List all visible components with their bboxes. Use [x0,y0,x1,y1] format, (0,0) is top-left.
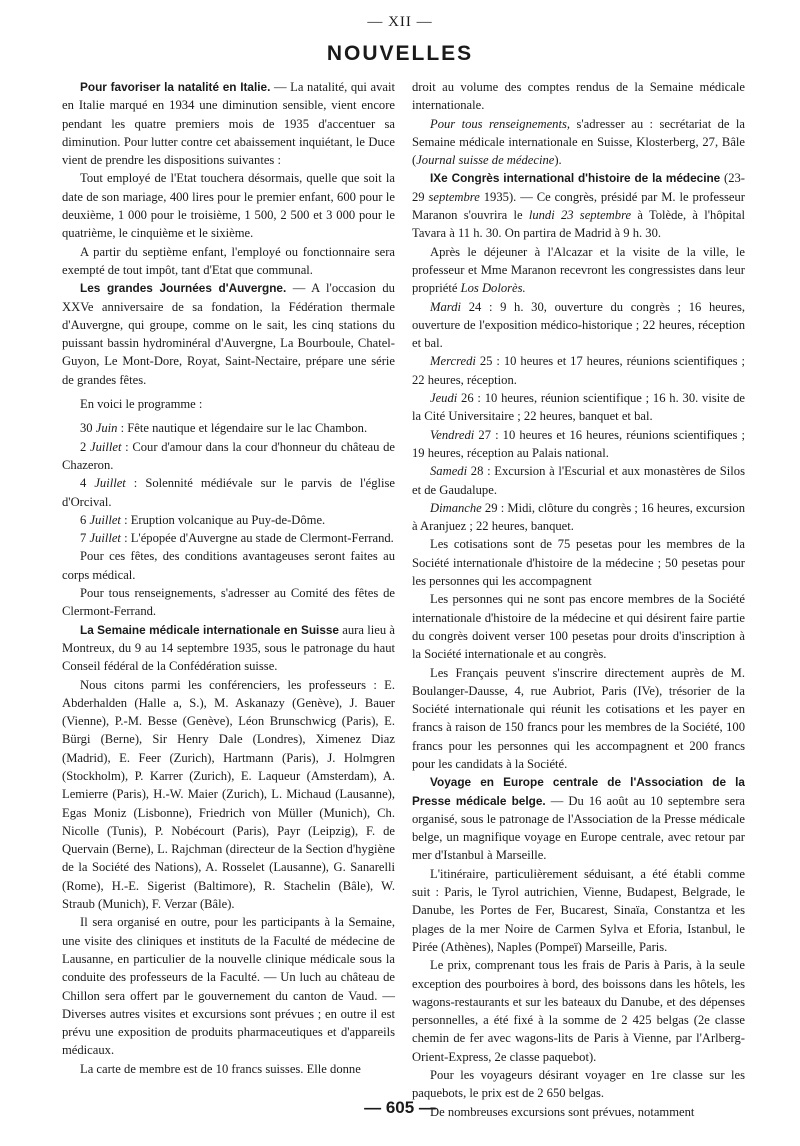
heading-suisse: La Semaine médicale internationale en Suisse [80,622,339,637]
paragraph-prix: Le prix, comprenant tous les frais de Paris à Paris, à la seule exception des pourboires à bord, des boissons dans les hôtels, les wagons-restaurants et sur les bateaux du Danube, et des dépenses personnelles, a été fixé à la somme de 2 425 belgas (2e classe chemin de fer avec wagons-lits de Paris à Vienne, par l'Arlberg-Orient-Express, 2e classe paquebot). [412,958,745,1064]
programme-item: 2 Juillet : Cour d'amour dans la cour d'honneur du château de Chazeron. [62,439,395,472]
paragraph-employe: Tout employé de l'Etat touchera désormais, quelle que soit la date de son mariage, 400 lires pour le premier enfant, 600 pour le deuxième, 1 000 pour le troisième, 1 500, 2 500 et 3 000 pour le quatrième, le cinquième et le sixième. [62,171,395,241]
page-number: — 605 — [364,1098,436,1117]
paragraph-alcazar: Après le déjeuner à l'Alcazar et la visite de la ville, le professeur et Mme Maranon recevront les congressistes dans leur propriété Los Dolorès. [412,244,745,296]
paragraph-auvergne: Les grandes Journées d'Auvergne. — A l'occasion du XXVe anniversaire de sa fondation, la Fédération thermale d'Auvergne, qui groupe, comme on le sait, les cinq stations du puissant bassin hydrominéral d'Auvergne, La Bourboule, Chatel-Guyon, Le Mont-Dore, Royat, Saint-Nectaire, prépare une série de grandes fêtes. [62,281,395,387]
paragraph-excursions: De nombreuses excursions sont prévues, notamment [430,1104,695,1119]
heading-congres: IXe Congrès international d'histoire de la médecine [430,171,721,186]
paragraph-voyage: Voyage en Europe centrale de l'Association de la Presse médicale belge. — Du 16 août au 10 septembre sera organisé, sous le patronage de l'Association de la Presse médicale belge, un magnifique voyage en Europe centrale, avec retour par mer d'Istanbul à Marseille. [412,775,745,863]
schedule-item: Mercredi 25 : 10 heures et 17 heures, réunions scientifiques ; 22 heures, réception. [412,354,745,387]
paragraph-conferenciers: Nous citons parmi les conférenciers, les professeurs : E. Abderhalden (Halle a, S.), M. Askanazy (Genève), J. Bauer (Vienne), P.-M. Besse (Genève), Léon Brunschwicg (Paris), E. Bürgi (Berne), Sir Henry Dale (Londres), Ximenez Diaz (Madrid), E. Feer (Zurich), Hartmann (Paris), J. Holmgren (Stockholm), P. Karrer (Zurich), E. Laqueur (Amsterdam), A. Lemierre (Paris), H.-W. Maier (Zurich), L. Michaud (Lausanne), Egas Moniz (Lisbonne), Friedrich von Müller (Munich), Ch. Nicolle (Tunis), P. Nobécourt (Paris), Payr (Leipzig), F. de Quervain (Berne), L. Rajchman (directeur de la Section d'hygiène de la Société des Nations), A. Rosselet (Lausanne), G. Sanarelli (Rome), H.-E. Sigerist (Baltimore), R. Stachelin (Bâle), W. Straub (Munich), F. Verzar (Bâle). [62,677,395,912]
paragraph-organise: Il sera organisé en outre, pour les participants à la Semaine, une visite des cliniques et instituts de la Faculté de médecine de Lausanne, en particulier de la nouvelle clinique médicale sous la conduite des professeurs de la Faculté. — Un luch au château de Chillon sera offert par le gouvernement du canton de Vaud. — Diverses autres visites et excursions sont prévues ; en outre il est prévu une exposition de produits pharmaceutiques et d'appareils médicaux. [62,915,395,1058]
paragraph-renseignements-suisse: Pour tous renseignements, s'adresser au : secrétariat de la Semaine médicale internationale en Suisse, Klosterberg, 27, Bâle (Journal suisse de médecine). [412,116,745,168]
programme-item: 6 Juillet : Eruption volcanique au Puy-de-Dôme. [80,512,326,527]
heading-auvergne: Les grandes Journées d'Auvergne. [80,281,287,296]
paragraph-carte: La carte de membre est de 10 francs suisses. Elle donne [80,1061,361,1076]
programme-item: 7 Juillet : L'épopée d'Auvergne au stade de Clermont-Ferrand. [80,531,394,546]
paragraph-renseignements: Pour tous renseignements, s'adresser au Comité des fêtes de Clermont-Ferrand. [62,586,395,619]
schedule-item: Dimanche 29 : Midi, clôture du congrès ; 16 heures, excursion à Aranjuez ; 22 heures, banquet. [412,500,745,534]
paragraph-congres: IXe Congrès international d'histoire de la médecine (23-29 septembre 1935). — Ce congrès, présidé par M. le professeur Maranon s'ouvrira le lundi 23 septembre à Tolède, à l'hôpital Tavara à 11 h. 30. On partira de Madrid à 9 h. 30. [412,171,745,241]
left-column [62,78,395,1078]
paragraph-francais: Les Français peuvent s'inscrire directement auprès de M. Boulanger-Dausse, 4, rue Aubriot, Paris (IVe), trésorier de la Société internationale qui réunit les cotisations et les payer en francs à raison de 150 francs pour les membres de la Société, 100 francs pour les personnes qui les accompagnent et 200 francs pour les candidats à la Société. [412,665,745,771]
programme-item: 4 Juillet : Solennité médiévale sur le parvis de l'église d'Orcival. [62,476,395,509]
right-column [412,78,745,1121]
section-title: NOUVELLES [326,42,474,65]
paragraph-personnes: Les personnes qui ne sont pas encore membres de la Société internationale d'histoire de la médecine et qui désirent faire partie du congrès doivent verser 100 pesetas pour droits d'inscription à la Société internationale et au congrès. [412,592,745,662]
paragraph-itineraire: L'itinéraire, particulièrement séduisant, a été établi comme suit : Paris, le Tyrol autrichien, Vienne, Budapest, Belgrade, le Danube, les Portes de Fer, Bucarest, Sinaïa, Constantza et les plages de la mer Noire de Carmen Sylva et Eforia, Istanbul, le Pirée (Athènes), Naples (Pompeï) Marseille, Paris. [412,866,745,954]
paragraph-septieme: A partir du septième enfant, l'employé ou fonctionnaire sera exempté de tout impôt, tant d'Etat que communal. [62,244,395,277]
heading-voyage: Voyage en Europe centrale de l'Association de la Presse médicale belge. [412,775,745,808]
paragraph-premiere-classe: Pour les voyageurs désirant voyager en 1re classe sur les paquebots, le prix est de 2 650 belgas. [412,1068,745,1101]
schedule-item: Vendredi 27 : 10 heures et 16 heures, réunions scientifiques ; 19 heures, réception au Palais national. [412,427,745,460]
heading-natalite: Pour favoriser la natalité en Italie. [80,80,271,94]
schedule-item: Samedi 28 : Excursion à l'Escurial et aux monastères de Silos et de Gaudalupe. [412,464,745,497]
schedule-item: Jeudi 26 : 10 heures, réunion scientifique ; 16 h. 30. visite de la Cité Universitaire ; 22 heures, banquet et bal. [412,391,745,424]
schedule-item: Mardi 24 : 9 h. 30, ouverture du congrès ; 16 heures, ouverture de l'exposition médico-historique ; 22 heures, réception et bal. [412,299,745,351]
paragraph-cotisations: Les cotisations sont de 75 pesetas pour les membres de la Société internationale d'histoire de la médecine ; 50 pesetas pour les personnes qui les accompagnent [412,537,745,589]
paragraph-suisse: La Semaine médicale internationale en Suisse aura lieu à Montreux, du 9 au 14 septembre 1935, sous le patronage du haut Conseil fédéral de la Confédération suisse. [62,622,395,674]
page-folio: — XII — [367,14,433,30]
paragraph-carte-cont: droit au volume des comptes rendus de la Semaine médicale internationale. [412,80,745,113]
programme-item: 30 Juin : Fête nautique et légendaire sur le lac Chambon. [80,421,368,436]
paragraph-programme: En voici le programme : [80,397,203,412]
paragraph-fetes: Pour ces fêtes, des conditions avantageuses seront faites au corps médical. [62,549,395,582]
paragraph-natalite: Pour favoriser la natalité en Italie. — La natalité, qui avait en Italie marqué en 1934 une diminution sensible, vient encore pendant les quatre premiers mois de 1935 d'accentuer sa diminution. Pour lutter contre cet abaissement inquiétant, le Duce vient de prendre les dispositions suivantes : [62,80,395,168]
